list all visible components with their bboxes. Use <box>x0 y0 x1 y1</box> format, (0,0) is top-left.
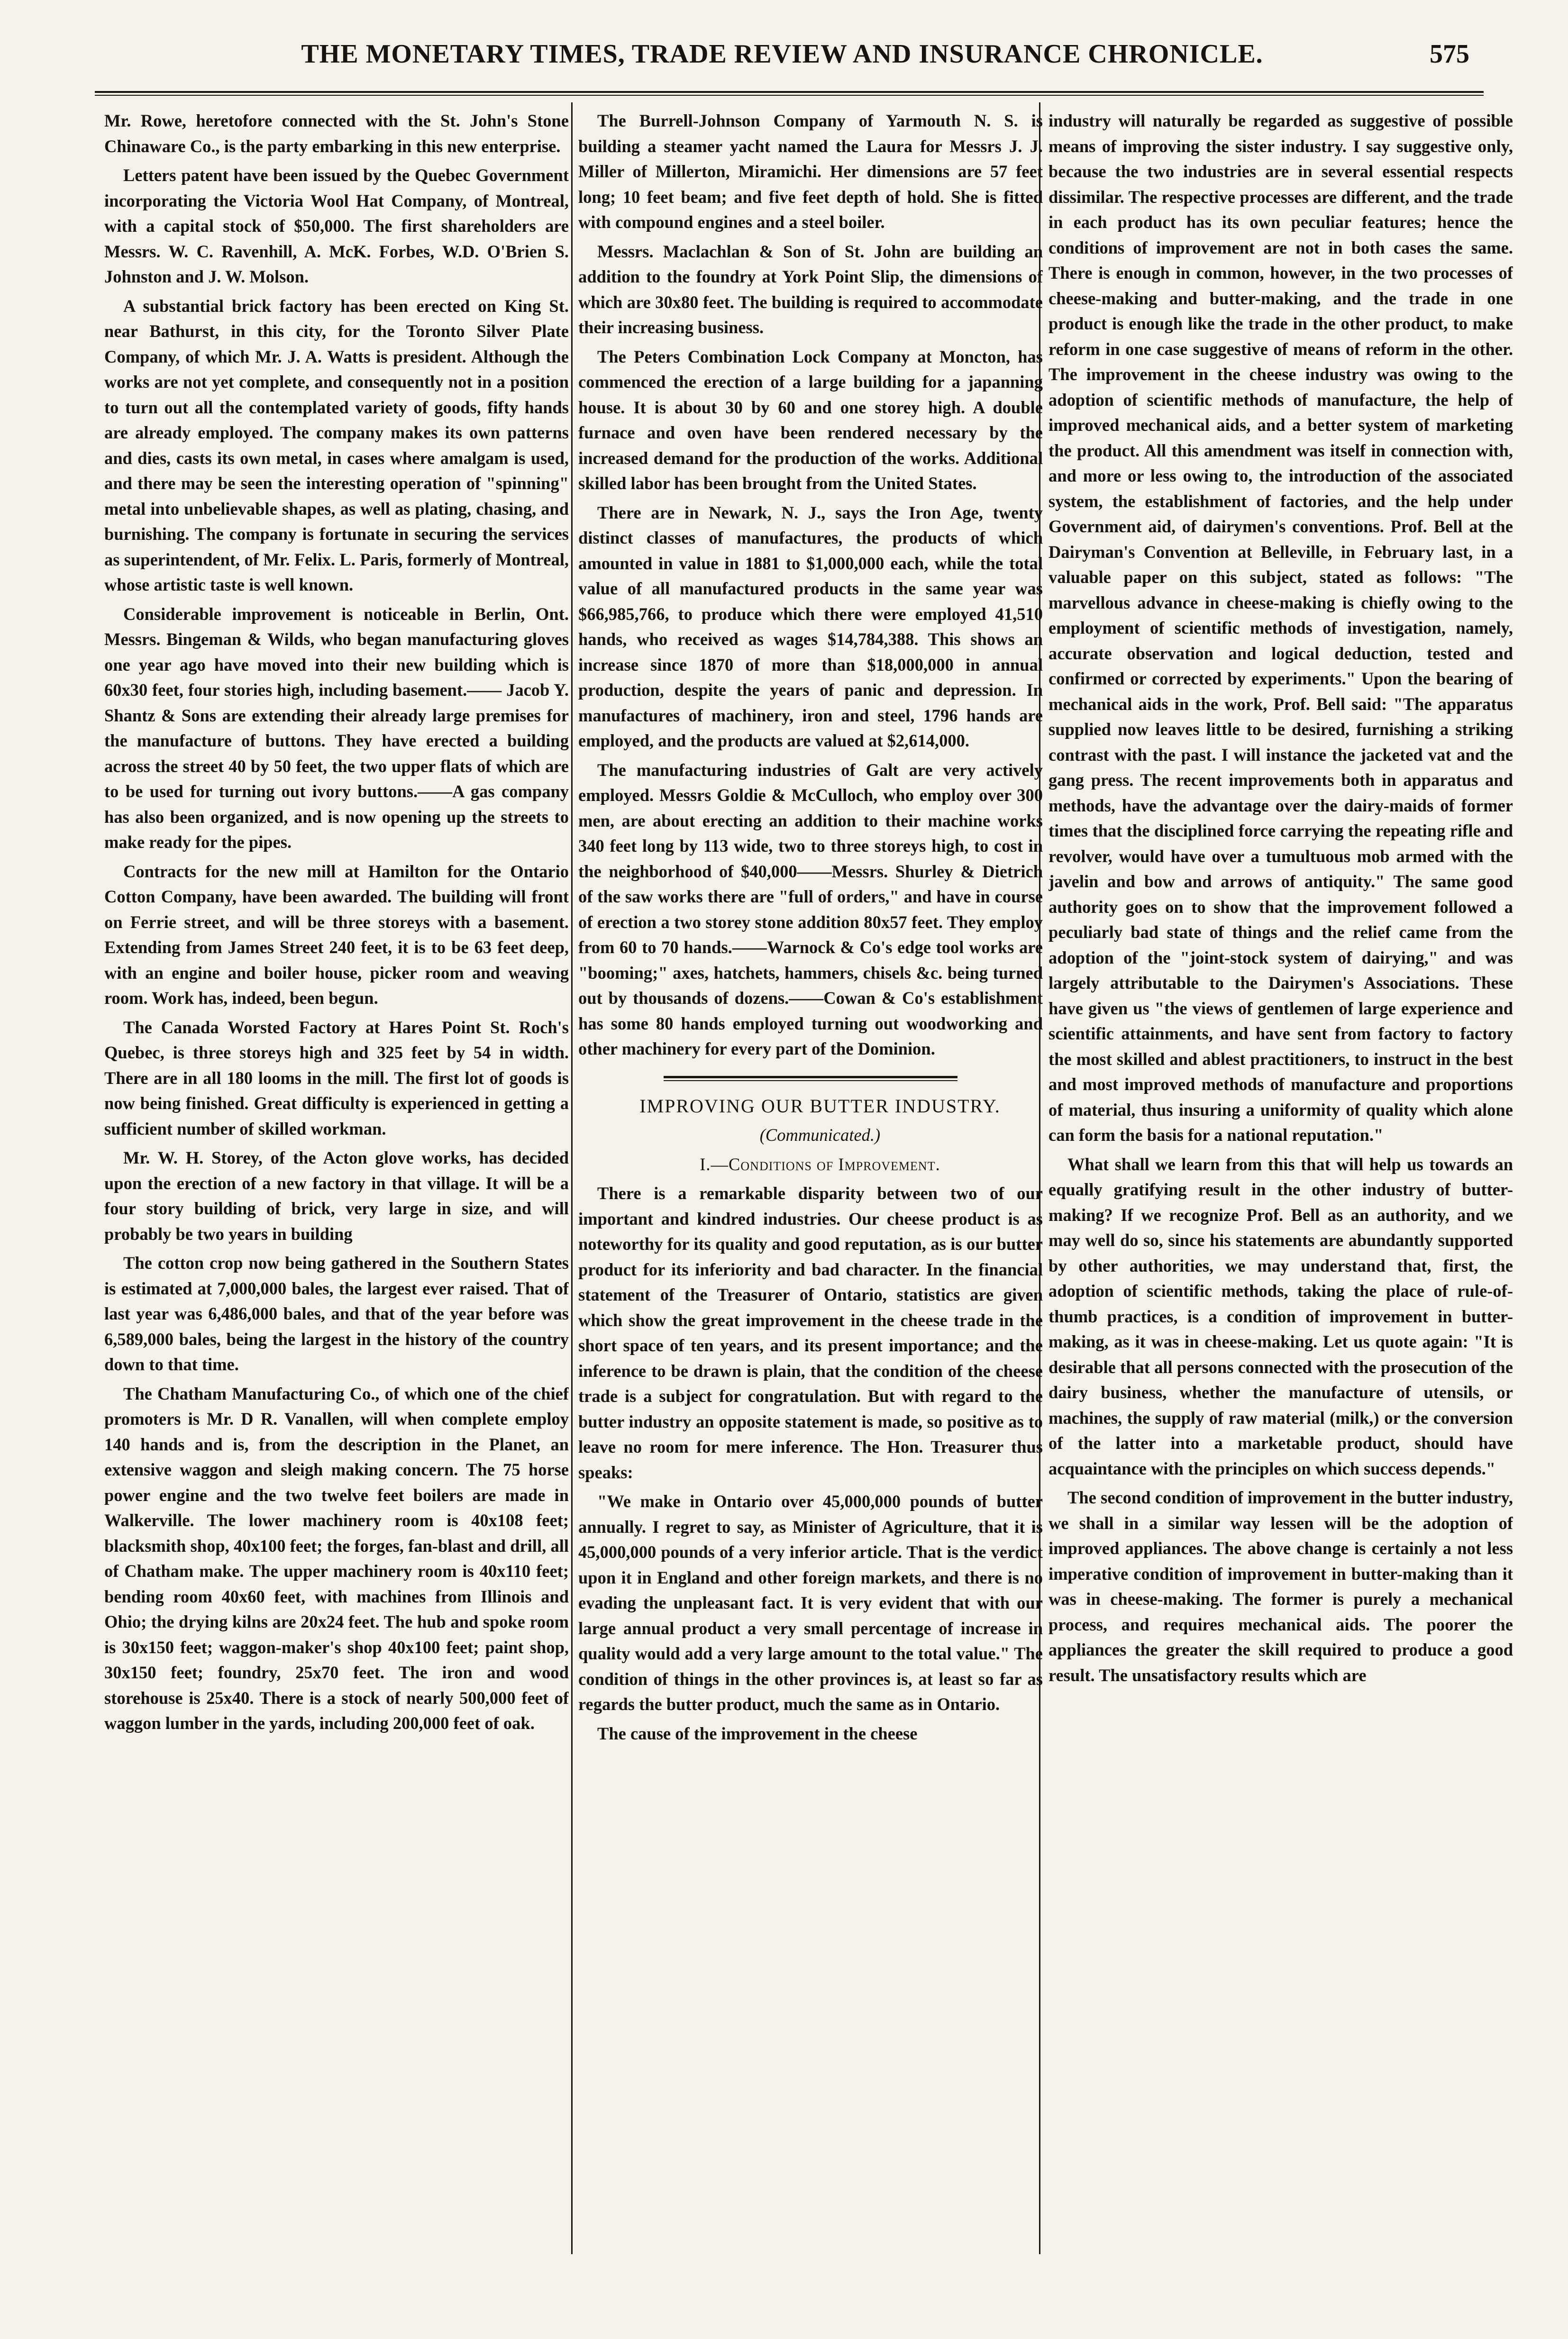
paragraph: Letters patent have been issued by the Quebec Government incorporating the Victoria Wool Hat Company, of Montreal, with a capital stock of $50,000. The first shareholders are Messrs. W. C. Ravenhill, A. McK. Forbes, W.D. O'Brien S. Johnston and J. W. Molson. <box>104 165 569 286</box>
column-2 <box>578 108 1043 2269</box>
paragraph: There is a remarkable disparity between two of our important and kindred industries. Our cheese product is as noteworthy for its quality and good reputation, as is our butter product for its inferiority and bad character. In the financial statement of the Treasurer of Ontario, statistics are given which show the great improvement in the cheese trade in the short space of ten years, and its present importance; and the inference to be drawn is plain, that the condition of the cheese trade is a subject for congratulation. But with regard to the butter industry an opposite statement is made, so positive as to leave no room for mere inference. The Hon. Treasurer thus speaks: <box>578 1183 1043 1482</box>
paragraph: Messrs. Maclachlan & Son of St. John are building an addition to the foundry at York Point Slip, the dimensions of which are 30x80 feet. The building is required to accommodate their increasing business. <box>578 241 1043 337</box>
section-subtitle: I.—Conditions of Improvement. <box>700 1154 940 1174</box>
running-head <box>95 28 1469 76</box>
column-3 <box>1048 108 1513 2269</box>
running-title: THE MONETARY TIMES, TRADE REVIEW AND INSURANCE CHRONICLE. <box>301 39 1263 69</box>
paragraph: The Canada Worsted Factory at Hares Point St. Roch's Quebec, is three storeys high and 325 feet by 54 in width. There are in all 180 looms in the mill. The first lot of goods is now being finished. Great difficulty is experienced in getting a sufficient number of skilled workman. <box>104 1017 569 1138</box>
paragraph: Considerable improvement is noticeable in Berlin, Ont. Messrs. Bingeman & Wilds, who began manufacturing gloves one year ago have moved into their new building which is 60x30 feet, four stories high, including basement.—— Jacob Y. Shantz & Sons are extending their already large premises for the manufacture of buttons. They have erected a building across the street 40 by 50 feet, the two upper flats of which are to be used for turning out ivory buttons.——A gas company has also been organized, and is now opening up the streets to make ready for the pipes. <box>104 604 569 852</box>
header-rule <box>95 91 1484 96</box>
column-1 <box>104 108 569 2269</box>
paragraph: The Chatham Manufacturing Co., of which one of the chief promoters is Mr. D R. Vanallen, will when complete employ 140 hands and is, from the description in the Planet, an extensive waggon and sleigh making concern. The 75 horse power engine and the two twelve feet boilers are made in Walkerville. The lower machinery room is 40x108 feet; blacksmith shop, 40x100 feet; the forges, fan-blast and drill, all of Chatham make. The upper machinery room is 40x110 feet; bending room 40x60 feet, with machines from Illinois and Ohio; the drying kilns are 20x24 feet. The hub and spoke room is 30x150 feet; waggon-maker's shop 40x100 feet; paint shop, 30x150 feet; foundry, 25x70 feet. The iron and wood storehouse is 25x40. There is a stock of nearly 500,000 feet of waggon lumber in the yards, including 200,000 feet of oak. <box>104 1383 569 1733</box>
paragraph: What shall we learn from this that will help us towards an equally gratifying result in the other industry of butter-making? If we recognize Prof. Bell as an authority, and we may well do so, since his statements are abundantly supported by other authorities, we may understand that, first, the adoption of scientific methods, taking the place of rule-of-thumb practices, is a condition of improvement in butter-making, as it was in cheese-making. Let us quote again: "It is desirable that all persons connected with the prosecution of the dairy business, whether the manufacture of utensils, or machines, the supply of raw material (milk,) or the conversion of the latter into a marketable product, should have acquaintance with the principles on which success depends." <box>1048 1154 1513 1478</box>
paragraph: The manufacturing industries of Galt are very actively employed. Messrs Goldie & McCulloch, who employ over 300 men, are about erecting an addition to their machine works 340 feet long by 113 wide, two to three storeys high, to cost in the neighborhood of $40,000——Messrs. Shurley & Dietrich of the saw works there are "full of orders," and have in course of erection a two storey stone addition 80x57 feet. They employ from 60 to 70 hands.——Warnock & Co's edge tool works are "booming;" axes, hatchets, hammers, chisels &c. being turned out by thousands of dozens.——Cowan & Co's establishment has some 80 hands employed turning out woodworking and other machinery for every part of the Dominion. <box>578 760 1043 1058</box>
paragraph: There are in Newark, N. J., says the Iron Age, twenty distinct classes of manufactures, the products of which amounted in value in 1881 to $1,000,000 each, while the total value of all manufactured products in the same year was $66,985,766, to produce which there were employed 41,510 hands, who received as wages $14,784,388. This shows an increase since 1870 of more than $18,000,000 in annual production, despite the years of panic and depression. In manufactures of machinery, iron and steel, 1796 hands are employed, and the products are valued at $2,614,000. <box>578 502 1043 750</box>
paragraph: industry will naturally be regarded as suggestive of possible means of improving the sister industry. I say suggestive only, because the two industries are in several essential respects dissimilar. The respective processes are different, and the trade in each product has its own peculiar features; hence the conditions of improvement are not in both cases the same. There is enough in common, however, in the two processes of cheese-making and butter-making, and the trade in one product is enough like the trade in the other product, to make reform in one case suggestive of means of reform in the other. The improvement in the cheese industry was owing to the adoption of scientific methods of manufacture, the help of improved mechanical aids, and a better system of marketing the product. All this amendment was itself in connection with, and more or less owing to, the introduction of the associated system, the establishment of factories, and the help under Government aid, of dairymen's conventions. Prof. Bell at the Dairyman's Convention at Belleville, in February last, in a valuable paper on this subject, stated as follows: "The marvellous advance in cheese-making is chiefly owing to the employment of scientific methods of investigation, namely, accurate observation and logical deduction, tested and confirmed or corrected by experiments." Upon the bearing of mechanical aids in the work, Prof. Bell said: "The apparatus supplied now leaves little to be desired, furnishing a striking contrast with the past. I will instance the jacketed vat and the gang press. The recent improvements both in apparatus and methods, have the advantage over the dairy-maids of former times that the disciplined force carrying the repeating rifle and revolver, would have over a tumultuous mob armed with the javelin and bow and arrows of antiquity." The same good authority goes on to show that the improvement followed a peculiarly bad state of things and the relief came from the adoption of the "joint-stock system of dairying," and was largely attributable to the Dairymen's Associations. These have given us "the views of gentlemen of large experience and scientific attainments, and have sent from factory to factory the most skilled and ablest practitioners, to instruct in the best and most improved methods of manufacture and proportions of material, thus insuring a uniformity of quality which alone can form the basis for a national reputation." <box>1048 111 1513 1145</box>
paragraph: Contracts for the new mill at Hamilton for the Ontario Cotton Company, have been awarded. The building will front on Ferrie street, and will be three storeys with a basement. Extending from James Street 240 feet, it is to be 63 feet deep, with an engine and boiler house, picker room and weaving room. Work has, indeed, been begun. <box>104 861 569 1008</box>
section-note: (Communicated.) <box>759 1125 881 1145</box>
paragraph: A substantial brick factory has been erected on King St. near Bathurst, in this city, for the Toronto Silver Plate Company, of which Mr. J. A. Watts is president. Although the works are not yet complete, and consequently not in a position to turn out all the contemplated variety of goods, fifty hands are already employed. The company makes its own patterns and dies, casts its own metal, in cases where amalgam is used, and there may be seen the interesting operation of "spinning" metal into unbelievable shapes, as well as plating, chasing, and burnishing. The company is fortunate in securing the services as superintendent, of Mr. Felix. L. Paris, formerly of Montreal, whose artistic taste is well known. <box>104 296 569 594</box>
paragraph: The second condition of improvement in the butter industry, we shall in a similar way lessen will be the adoption of improved appliances. The above change is certainly a not less imperative condition of improvement in butter-making than it was in cheese-making. The former is purely a mechanical process, and requires mechanical aids. The poorer the appliances the greater the skill required to produce a good result. The unsatisfactory results which are <box>1048 1488 1513 1685</box>
paragraph: The cause of the improvement in the cheese <box>597 1723 918 1743</box>
quoted-paragraph: "We make in Ontario over 45,000,000 pounds of butter annually. I regret to say, as Minister of Agriculture, that it is 45,000,000 pounds of a very inferior article. That is the verdict upon it in England and other foreign markets, and there is no evading the unpleasant fact. It is very evident that with our large annual product a very small percentage of increase in quality would add a very large amount to the total value." The condition of things in the other provinces is, at least so far as regards the butter product, much the same as in Ontario. <box>578 1492 1043 1714</box>
paragraph: Mr. W. H. Storey, of the Acton glove works, has decided upon the erection of a new factory in that village. It will be a four story building of brick, very large in size, and will probably be two years in building <box>104 1148 569 1244</box>
page-number: 575 <box>1430 39 1469 69</box>
paragraph: Mr. Rowe, heretofore connected with the St. John's Stone Chinaware Co., is the party embarking in this new enterprise. <box>104 111 569 156</box>
paragraph: The cotton crop now being gathered in the Southern States is estimated at 7,000,000 bales, the largest ever raised. That of last year was 6,486,000 bales, and that of the year before was 6,589,000 bales, being the largest in the history of the country down to that time. <box>104 1253 569 1374</box>
section-title: IMPROVING OUR BUTTER INDUSTRY. <box>639 1095 1001 1117</box>
section-divider <box>664 1076 957 1081</box>
column-rule-1 <box>571 102 573 2254</box>
paragraph: The Peters Combination Lock Company at Moncton, has commenced the erection of a large building for a japanning house. It is about 30 by 60 and one storey high. A double furnace and oven have been rendered necessary by the increased demand for the production of the works. Additional skilled labor has been brought from the United States. <box>578 346 1043 493</box>
paragraph: The Burrell-Johnson Company of Yarmouth N. S. is building a steamer yacht named the Laura for Messrs J. J. Miller of Millerton, Miramichi. Her dimensions are 57 feet long; 10 feet beam; and five feet depth of hold. She is fitted with compound engines and a steel boiler. <box>578 111 1043 232</box>
